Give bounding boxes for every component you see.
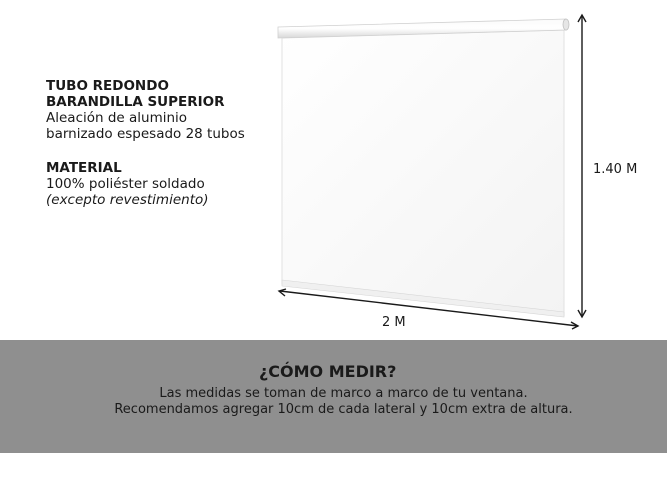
- spec-material-text: 100% poliéster soldado: [46, 176, 205, 192]
- how-to-measure-line-2: Recomendamos agregar 10cm de cada lateral y 10cm extra de altura.: [114, 402, 573, 417]
- height-arrow: [578, 15, 586, 317]
- spec-tube-text-2: barnizado espesado 28 tubos: [46, 126, 245, 142]
- spec-material-note: (excepto revestimiento): [46, 192, 209, 208]
- blind-fabric: [282, 30, 564, 316]
- spec-tube-text-1: Aleación de aluminio: [46, 110, 188, 126]
- roller-blind-illustration: [260, 8, 590, 333]
- spec-material: [46, 160, 286, 208]
- spec-tube-title-2: BARANDILLA SUPERIOR: [46, 94, 225, 110]
- width-label: 2 M: [382, 315, 406, 330]
- spec-tube: [46, 78, 286, 142]
- spec-material-title: MATERIAL: [46, 160, 122, 176]
- how-to-measure-title: ¿CÓMO MEDIR?: [259, 362, 397, 381]
- spec-tube-title-1: TUBO REDONDO: [46, 78, 169, 94]
- how-to-measure-line-1: Las medidas se toman de marco a marco de tu ventana.: [159, 386, 528, 401]
- height-label: 1.40 M: [593, 162, 638, 177]
- how-to-measure-band: [0, 340, 667, 453]
- specifications: [46, 78, 286, 226]
